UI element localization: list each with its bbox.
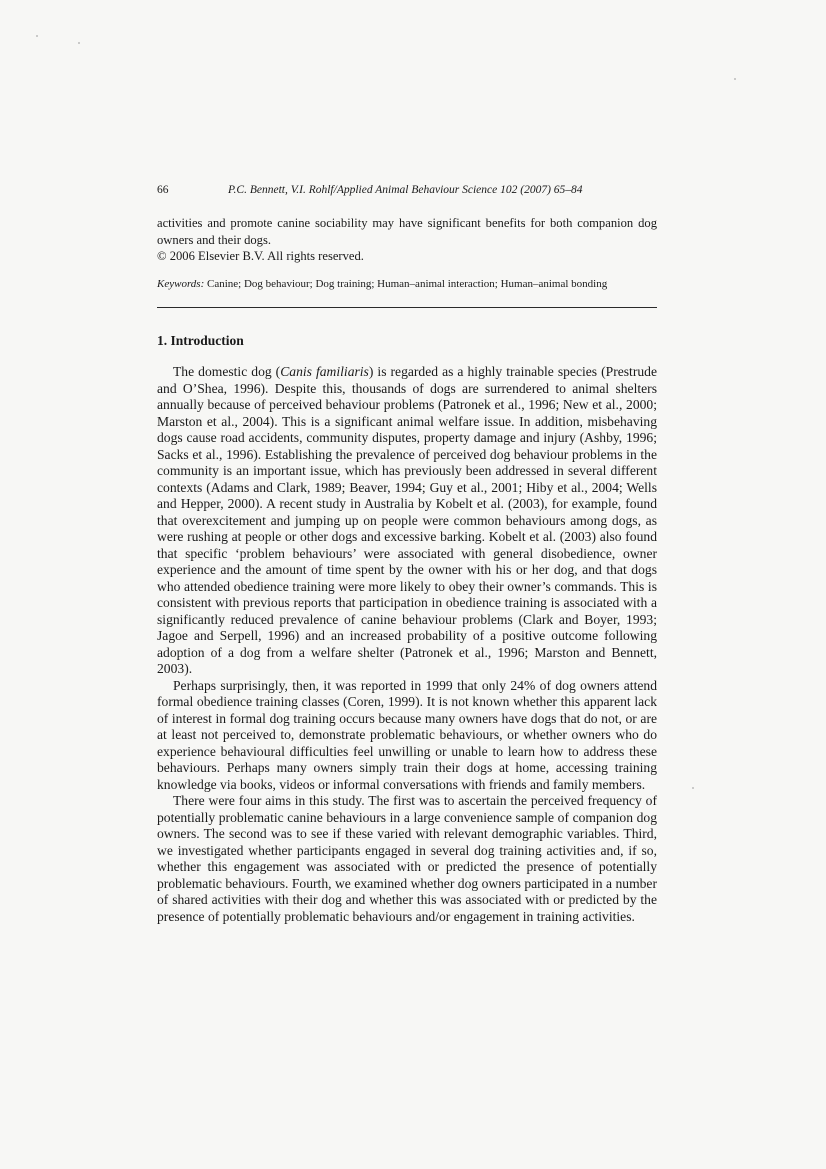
scan-speck (734, 78, 736, 80)
copyright-line: © 2006 Elsevier B.V. All rights reserved. (157, 249, 364, 263)
scan-speck (78, 42, 80, 44)
divider-rule (157, 307, 657, 308)
body-text (157, 364, 657, 925)
paragraph-1 (157, 364, 657, 678)
paragraph-3: There were four aims in this study. The first was to ascertain the perceived frequency of potentially problematic canine behaviours in a large convenience sample of companion dog owners. The second was to see if these varied with relevant demographic variables. Third, we investigated whether participants engaged in several dog training activities and, if so, whether this engagement was associated with or predicted the presence of potentially problematic behaviours. Fourth, we examined whether dog owners participated in a number of shared activities with their dog and whether this was associated with or predicted by the presence of potentially problematic behaviours and/or engagement in training activities. (157, 793, 657, 924)
keywords-text: Canine; Dog behaviour; Dog training; Human–animal interaction; Human–animal bonding (207, 278, 608, 290)
paragraph-1-rest: ) is regarded as a highly trainable species (Prestrude and O’Shea, 1996). Despite this, thousands of dogs are surrendered to animal shelters annually because of perceived behaviour problems (Patronek et al., 1996; New et al., 2000; Marston et al., 2004). This is a significant animal welfare issue. In addition, misbehaving dogs cause road accidents, community disputes, property damage and injury (Ashby, 1996; Sacks et al., 1996). Establishing the prevalence of perceived dog behaviour problems in the community is an important issue, which has previously been addressed in several different contexts (Adams and Clark, 1989; Beaver, 1994; Guy et al., 2001; Hiby et al., 2004; Wells and Hepper, 2000). A recent study in Australia by Kobelt et al. (2003), for example, found that overexcitement and jumping up on people were common behaviours among dogs, as were rushing at people or other dogs and excessive barking. Kobelt et al. (2003) also found that specific ‘problem behaviours’ were associated with general disobedience, owner experience and the amount of time spent by the owner with his or her dog, and that dogs who attended obedience training were more likely to obey their owner’s commands. This is consistent with previous reports that participation in obedience training is associated with a significantly reduced prevalence of canine behaviour problems (Clark and Boyer, 1993; Jagoe and Serpell, 1996) and an increased probability of a positive outcome following adoption of a dog from a welfare shelter (Patronek et al., 1996; Marston and Bennett, 2003). (157, 364, 657, 676)
scan-speck (36, 35, 38, 37)
section-heading: 1. Introduction (157, 333, 244, 348)
abstract-tail: activities and promote canine sociability may have significant benefits for both companion dog owners and their dogs. (157, 216, 657, 247)
running-head: P.C. Bennett, V.I. Rohlf/Applied Animal Behaviour Science 102 (2007) 65–84 (228, 184, 583, 196)
keywords (157, 277, 677, 291)
scan-speck (692, 787, 694, 789)
keywords-label: Keywords: (157, 278, 205, 290)
paragraph-1-start: The domestic dog ( (173, 364, 281, 379)
species-name: Canis familiaris (280, 364, 369, 379)
page-number: 66 (157, 184, 169, 196)
paragraph-2: Perhaps surprisingly, then, it was reported in 1999 that only 24% of dog owners attend formal obedience training classes (Coren, 1999). It is not known whether this apparent lack of interest in formal dog training occurs because many owners have dogs that do not, or are at least not perceived to, demonstrate problematic behaviours, or whether owners who do experience behavioural difficulties feel unwilling or unable to learn how to address these behaviours. Perhaps many owners simply train their dogs at home, accessing training knowledge via books, videos or informal conversations with friends and family members. (157, 677, 657, 792)
